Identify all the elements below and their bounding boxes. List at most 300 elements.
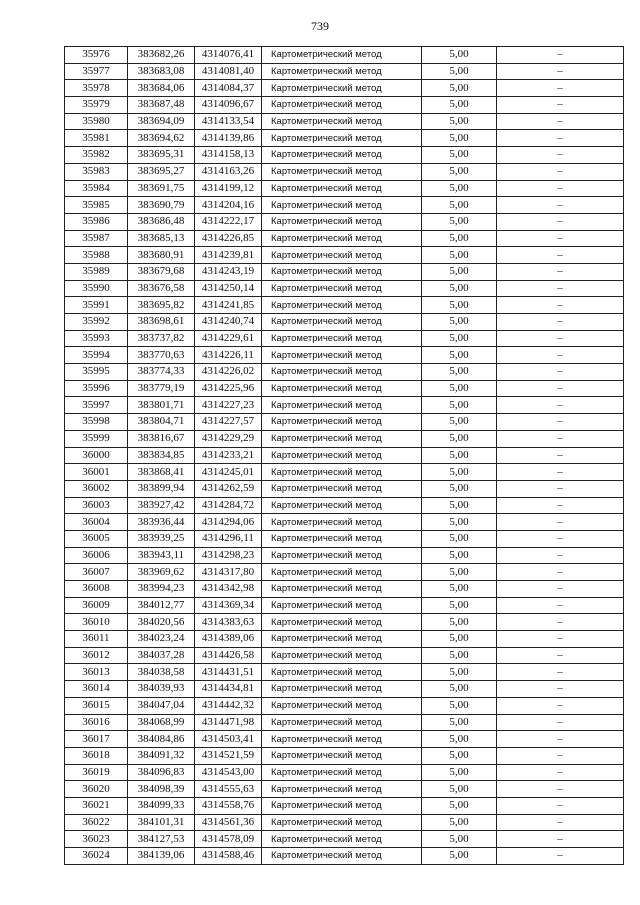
note-cell: – xyxy=(497,380,624,397)
accuracy-cell: 5,00 xyxy=(422,47,497,64)
y-coordinate-cell: 4314227,57 xyxy=(195,414,262,431)
method-cell: Картометрический метод xyxy=(262,163,422,180)
point-number-cell: 35997 xyxy=(65,397,128,414)
method-cell: Картометрический метод xyxy=(262,80,422,97)
point-number-cell: 36017 xyxy=(65,731,128,748)
y-coordinate-cell: 4314561,36 xyxy=(195,814,262,831)
accuracy-cell: 5,00 xyxy=(422,797,497,814)
accuracy-cell: 5,00 xyxy=(422,714,497,731)
method-cell: Картометрический метод xyxy=(262,147,422,164)
x-coordinate-cell: 384084,86 xyxy=(128,731,195,748)
method-cell: Картометрический метод xyxy=(262,564,422,581)
accuracy-cell: 5,00 xyxy=(422,330,497,347)
note-cell: – xyxy=(497,347,624,364)
table-row xyxy=(65,347,624,364)
y-coordinate-cell: 4314233,21 xyxy=(195,447,262,464)
table-row xyxy=(65,247,624,264)
note-cell: – xyxy=(497,814,624,831)
accuracy-cell: 5,00 xyxy=(422,197,497,214)
method-cell: Картометрический метод xyxy=(262,664,422,681)
method-cell: Картометрический метод xyxy=(262,263,422,280)
accuracy-cell: 5,00 xyxy=(422,697,497,714)
y-coordinate-cell: 4314222,17 xyxy=(195,213,262,230)
table-row xyxy=(65,480,624,497)
note-cell: – xyxy=(497,197,624,214)
x-coordinate-cell: 384098,39 xyxy=(128,781,195,798)
x-coordinate-cell: 384139,06 xyxy=(128,848,195,865)
point-number-cell: 35999 xyxy=(65,430,128,447)
point-number-cell: 36024 xyxy=(65,848,128,865)
note-cell: – xyxy=(497,80,624,97)
note-cell: – xyxy=(497,330,624,347)
note-cell: – xyxy=(497,297,624,314)
note-cell: – xyxy=(497,714,624,731)
point-number-cell: 36015 xyxy=(65,697,128,714)
note-cell: – xyxy=(497,230,624,247)
y-coordinate-cell: 4314431,51 xyxy=(195,664,262,681)
x-coordinate-cell: 384127,53 xyxy=(128,831,195,848)
table-row xyxy=(65,747,624,764)
table-row xyxy=(65,814,624,831)
point-number-cell: 35990 xyxy=(65,280,128,297)
table-row xyxy=(65,180,624,197)
coordinates-table xyxy=(64,46,624,865)
x-coordinate-cell: 384012,77 xyxy=(128,597,195,614)
x-coordinate-cell: 383834,85 xyxy=(128,447,195,464)
note-cell: – xyxy=(497,397,624,414)
y-coordinate-cell: 4314204,16 xyxy=(195,197,262,214)
point-number-cell: 36020 xyxy=(65,781,128,798)
point-number-cell: 35980 xyxy=(65,113,128,130)
x-coordinate-cell: 384020,56 xyxy=(128,614,195,631)
note-cell: – xyxy=(497,764,624,781)
y-coordinate-cell: 4314294,06 xyxy=(195,514,262,531)
y-coordinate-cell: 4314226,11 xyxy=(195,347,262,364)
y-coordinate-cell: 4314076,41 xyxy=(195,47,262,64)
method-cell: Картометрический метод xyxy=(262,480,422,497)
y-coordinate-cell: 4314229,61 xyxy=(195,330,262,347)
y-coordinate-cell: 4314229,29 xyxy=(195,430,262,447)
table-row xyxy=(65,97,624,114)
note-cell: – xyxy=(497,364,624,381)
y-coordinate-cell: 4314471,98 xyxy=(195,714,262,731)
accuracy-cell: 5,00 xyxy=(422,297,497,314)
y-coordinate-cell: 4314239,81 xyxy=(195,247,262,264)
note-cell: – xyxy=(497,664,624,681)
method-cell: Картометрический метод xyxy=(262,647,422,664)
method-cell: Картометрический метод xyxy=(262,130,422,147)
note-cell: – xyxy=(497,263,624,280)
y-coordinate-cell: 4314240,74 xyxy=(195,314,262,331)
method-cell: Картометрический метод xyxy=(262,464,422,481)
x-coordinate-cell: 383685,13 xyxy=(128,230,195,247)
method-cell: Картометрический метод xyxy=(262,814,422,831)
note-cell: – xyxy=(497,530,624,547)
y-coordinate-cell: 4314139,86 xyxy=(195,130,262,147)
point-number-cell: 36014 xyxy=(65,681,128,698)
y-coordinate-cell: 4314342,98 xyxy=(195,581,262,598)
table-row xyxy=(65,564,624,581)
x-coordinate-cell: 383684,06 xyxy=(128,80,195,97)
x-coordinate-cell: 383801,71 xyxy=(128,397,195,414)
point-number-cell: 35985 xyxy=(65,197,128,214)
accuracy-cell: 5,00 xyxy=(422,163,497,180)
point-number-cell: 36007 xyxy=(65,564,128,581)
note-cell: – xyxy=(497,180,624,197)
note-cell: – xyxy=(497,497,624,514)
x-coordinate-cell: 384037,28 xyxy=(128,647,195,664)
y-coordinate-cell: 4314226,02 xyxy=(195,364,262,381)
x-coordinate-cell: 383690,79 xyxy=(128,197,195,214)
accuracy-cell: 5,00 xyxy=(422,147,497,164)
y-coordinate-cell: 4314081,40 xyxy=(195,63,262,80)
y-coordinate-cell: 4314317,80 xyxy=(195,564,262,581)
table-body xyxy=(65,47,624,865)
accuracy-cell: 5,00 xyxy=(422,614,497,631)
y-coordinate-cell: 4314558,76 xyxy=(195,797,262,814)
accuracy-cell: 5,00 xyxy=(422,180,497,197)
accuracy-cell: 5,00 xyxy=(422,63,497,80)
accuracy-cell: 5,00 xyxy=(422,831,497,848)
y-coordinate-cell: 4314262,59 xyxy=(195,480,262,497)
accuracy-cell: 5,00 xyxy=(422,263,497,280)
accuracy-cell: 5,00 xyxy=(422,731,497,748)
table-row xyxy=(65,697,624,714)
accuracy-cell: 5,00 xyxy=(422,631,497,648)
method-cell: Картометрический метод xyxy=(262,631,422,648)
table-row xyxy=(65,113,624,130)
method-cell: Картометрический метод xyxy=(262,230,422,247)
table-row xyxy=(65,280,624,297)
accuracy-cell: 5,00 xyxy=(422,213,497,230)
point-number-cell: 35993 xyxy=(65,330,128,347)
note-cell: – xyxy=(497,47,624,64)
table-row xyxy=(65,797,624,814)
x-coordinate-cell: 383686,48 xyxy=(128,213,195,230)
point-number-cell: 35977 xyxy=(65,63,128,80)
point-number-cell: 36013 xyxy=(65,664,128,681)
y-coordinate-cell: 4314426,58 xyxy=(195,647,262,664)
page-number: 739 xyxy=(311,19,329,33)
method-cell: Картометрический метод xyxy=(262,530,422,547)
x-coordinate-cell: 384038,58 xyxy=(128,664,195,681)
y-coordinate-cell: 4314243,19 xyxy=(195,263,262,280)
method-cell: Картометрический метод xyxy=(262,414,422,431)
table-row xyxy=(65,263,624,280)
accuracy-cell: 5,00 xyxy=(422,397,497,414)
accuracy-cell: 5,00 xyxy=(422,80,497,97)
table-row xyxy=(65,647,624,664)
method-cell: Картометрический метод xyxy=(262,581,422,598)
note-cell: – xyxy=(497,130,624,147)
table-row xyxy=(65,314,624,331)
point-number-cell: 36003 xyxy=(65,497,128,514)
note-cell: – xyxy=(497,797,624,814)
table-row xyxy=(65,197,624,214)
y-coordinate-cell: 4314199,12 xyxy=(195,180,262,197)
x-coordinate-cell: 383969,62 xyxy=(128,564,195,581)
method-cell: Картометрический метод xyxy=(262,697,422,714)
accuracy-cell: 5,00 xyxy=(422,514,497,531)
table-row xyxy=(65,714,624,731)
y-coordinate-cell: 4314245,01 xyxy=(195,464,262,481)
accuracy-cell: 5,00 xyxy=(422,380,497,397)
note-cell: – xyxy=(497,480,624,497)
x-coordinate-cell: 383682,26 xyxy=(128,47,195,64)
table-row xyxy=(65,464,624,481)
point-number-cell: 36002 xyxy=(65,480,128,497)
x-coordinate-cell: 384068,99 xyxy=(128,714,195,731)
note-cell: – xyxy=(497,414,624,431)
y-coordinate-cell: 4314503,41 xyxy=(195,731,262,748)
point-number-cell: 35982 xyxy=(65,147,128,164)
point-number-cell: 36001 xyxy=(65,464,128,481)
accuracy-cell: 5,00 xyxy=(422,781,497,798)
x-coordinate-cell: 383683,08 xyxy=(128,63,195,80)
y-coordinate-cell: 4314133,54 xyxy=(195,113,262,130)
y-coordinate-cell: 4314225,96 xyxy=(195,380,262,397)
y-coordinate-cell: 4314521,59 xyxy=(195,747,262,764)
note-cell: – xyxy=(497,514,624,531)
y-coordinate-cell: 4314296,11 xyxy=(195,530,262,547)
note-cell: – xyxy=(497,163,624,180)
note-cell: – xyxy=(497,447,624,464)
accuracy-cell: 5,00 xyxy=(422,280,497,297)
y-coordinate-cell: 4314298,23 xyxy=(195,547,262,564)
accuracy-cell: 5,00 xyxy=(422,530,497,547)
x-coordinate-cell: 383804,71 xyxy=(128,414,195,431)
table-row xyxy=(65,848,624,865)
table-row xyxy=(65,547,624,564)
method-cell: Картометрический метод xyxy=(262,47,422,64)
point-number-cell: 35994 xyxy=(65,347,128,364)
accuracy-cell: 5,00 xyxy=(422,764,497,781)
accuracy-cell: 5,00 xyxy=(422,430,497,447)
point-number-cell: 36008 xyxy=(65,581,128,598)
point-number-cell: 36000 xyxy=(65,447,128,464)
note-cell: – xyxy=(497,564,624,581)
table-row xyxy=(65,831,624,848)
note-cell: – xyxy=(497,831,624,848)
method-cell: Картометрический метод xyxy=(262,180,422,197)
accuracy-cell: 5,00 xyxy=(422,230,497,247)
point-number-cell: 36019 xyxy=(65,764,128,781)
accuracy-cell: 5,00 xyxy=(422,747,497,764)
x-coordinate-cell: 383695,31 xyxy=(128,147,195,164)
y-coordinate-cell: 4314284,72 xyxy=(195,497,262,514)
method-cell: Картометрический метод xyxy=(262,831,422,848)
x-coordinate-cell: 383899,94 xyxy=(128,480,195,497)
table-row xyxy=(65,497,624,514)
x-coordinate-cell: 383868,41 xyxy=(128,464,195,481)
y-coordinate-cell: 4314369,34 xyxy=(195,597,262,614)
method-cell: Картометрический метод xyxy=(262,297,422,314)
table-row xyxy=(65,380,624,397)
point-number-cell: 35991 xyxy=(65,297,128,314)
accuracy-cell: 5,00 xyxy=(422,681,497,698)
y-coordinate-cell: 4314084,37 xyxy=(195,80,262,97)
note-cell: – xyxy=(497,631,624,648)
point-number-cell: 36010 xyxy=(65,614,128,631)
method-cell: Картометрический метод xyxy=(262,681,422,698)
accuracy-cell: 5,00 xyxy=(422,97,497,114)
accuracy-cell: 5,00 xyxy=(422,364,497,381)
table-row xyxy=(65,397,624,414)
method-cell: Картометрический метод xyxy=(262,280,422,297)
note-cell: – xyxy=(497,697,624,714)
x-coordinate-cell: 383698,61 xyxy=(128,314,195,331)
table-row xyxy=(65,514,624,531)
note-cell: – xyxy=(497,647,624,664)
note-cell: – xyxy=(497,547,624,564)
table-row xyxy=(65,731,624,748)
note-cell: – xyxy=(497,147,624,164)
table-row xyxy=(65,664,624,681)
x-coordinate-cell: 383943,11 xyxy=(128,547,195,564)
x-coordinate-cell: 383687,48 xyxy=(128,97,195,114)
y-coordinate-cell: 4314241,85 xyxy=(195,297,262,314)
point-number-cell: 35988 xyxy=(65,247,128,264)
accuracy-cell: 5,00 xyxy=(422,664,497,681)
y-coordinate-cell: 4314588,46 xyxy=(195,848,262,865)
y-coordinate-cell: 4314227,23 xyxy=(195,397,262,414)
point-number-cell: 35987 xyxy=(65,230,128,247)
x-coordinate-cell: 383737,82 xyxy=(128,330,195,347)
x-coordinate-cell: 383939,25 xyxy=(128,530,195,547)
point-number-cell: 35984 xyxy=(65,180,128,197)
point-number-cell: 35995 xyxy=(65,364,128,381)
x-coordinate-cell: 384091,32 xyxy=(128,747,195,764)
method-cell: Картометрический метод xyxy=(262,380,422,397)
point-number-cell: 35979 xyxy=(65,97,128,114)
accuracy-cell: 5,00 xyxy=(422,597,497,614)
accuracy-cell: 5,00 xyxy=(422,848,497,865)
accuracy-cell: 5,00 xyxy=(422,581,497,598)
accuracy-cell: 5,00 xyxy=(422,113,497,130)
point-number-cell: 36006 xyxy=(65,547,128,564)
method-cell: Картометрический метод xyxy=(262,430,422,447)
point-number-cell: 36009 xyxy=(65,597,128,614)
x-coordinate-cell: 384039,93 xyxy=(128,681,195,698)
accuracy-cell: 5,00 xyxy=(422,647,497,664)
y-coordinate-cell: 4314543,00 xyxy=(195,764,262,781)
x-coordinate-cell: 384101,31 xyxy=(128,814,195,831)
method-cell: Картометрический метод xyxy=(262,364,422,381)
accuracy-cell: 5,00 xyxy=(422,497,497,514)
accuracy-cell: 5,00 xyxy=(422,347,497,364)
x-coordinate-cell: 383774,33 xyxy=(128,364,195,381)
x-coordinate-cell: 383695,27 xyxy=(128,163,195,180)
method-cell: Картометрический метод xyxy=(262,63,422,80)
point-number-cell: 36023 xyxy=(65,831,128,848)
point-number-cell: 36021 xyxy=(65,797,128,814)
x-coordinate-cell: 383936,44 xyxy=(128,514,195,531)
point-number-cell: 36018 xyxy=(65,747,128,764)
table-row xyxy=(65,330,624,347)
accuracy-cell: 5,00 xyxy=(422,447,497,464)
method-cell: Картометрический метод xyxy=(262,781,422,798)
point-number-cell: 35978 xyxy=(65,80,128,97)
method-cell: Картометрический метод xyxy=(262,247,422,264)
note-cell: – xyxy=(497,213,624,230)
table-row xyxy=(65,63,624,80)
y-coordinate-cell: 4314578,09 xyxy=(195,831,262,848)
method-cell: Картометрический метод xyxy=(262,514,422,531)
table-row xyxy=(65,163,624,180)
y-coordinate-cell: 4314434,81 xyxy=(195,681,262,698)
accuracy-cell: 5,00 xyxy=(422,564,497,581)
table-row xyxy=(65,597,624,614)
method-cell: Картометрический метод xyxy=(262,797,422,814)
table-row xyxy=(65,80,624,97)
y-coordinate-cell: 4314226,85 xyxy=(195,230,262,247)
method-cell: Картометрический метод xyxy=(262,447,422,464)
method-cell: Картометрический метод xyxy=(262,714,422,731)
method-cell: Картометрический метод xyxy=(262,597,422,614)
table-row xyxy=(65,631,624,648)
method-cell: Картометрический метод xyxy=(262,747,422,764)
note-cell: – xyxy=(497,781,624,798)
table-row xyxy=(65,230,624,247)
y-coordinate-cell: 4314163,26 xyxy=(195,163,262,180)
table-row xyxy=(65,130,624,147)
table-row xyxy=(65,297,624,314)
point-number-cell: 36016 xyxy=(65,714,128,731)
x-coordinate-cell: 383694,62 xyxy=(128,130,195,147)
point-number-cell: 35986 xyxy=(65,213,128,230)
table-row xyxy=(65,447,624,464)
x-coordinate-cell: 384096,83 xyxy=(128,764,195,781)
accuracy-cell: 5,00 xyxy=(422,814,497,831)
x-coordinate-cell: 383816,67 xyxy=(128,430,195,447)
method-cell: Картометрический метод xyxy=(262,97,422,114)
note-cell: – xyxy=(497,747,624,764)
method-cell: Картометрический метод xyxy=(262,113,422,130)
note-cell: – xyxy=(497,464,624,481)
x-coordinate-cell: 383694,09 xyxy=(128,113,195,130)
x-coordinate-cell: 383994,23 xyxy=(128,581,195,598)
x-coordinate-cell: 383779,19 xyxy=(128,380,195,397)
note-cell: – xyxy=(497,113,624,130)
table-row xyxy=(65,530,624,547)
point-number-cell: 35998 xyxy=(65,414,128,431)
note-cell: – xyxy=(497,614,624,631)
x-coordinate-cell: 384047,04 xyxy=(128,697,195,714)
y-coordinate-cell: 4314555,63 xyxy=(195,781,262,798)
table-row xyxy=(65,430,624,447)
method-cell: Картометрический метод xyxy=(262,330,422,347)
note-cell: – xyxy=(497,247,624,264)
method-cell: Картометрический метод xyxy=(262,547,422,564)
accuracy-cell: 5,00 xyxy=(422,414,497,431)
note-cell: – xyxy=(497,280,624,297)
y-coordinate-cell: 4314442,32 xyxy=(195,697,262,714)
x-coordinate-cell: 383676,58 xyxy=(128,280,195,297)
table-row xyxy=(65,681,624,698)
note-cell: – xyxy=(497,581,624,598)
x-coordinate-cell: 383679,68 xyxy=(128,263,195,280)
accuracy-cell: 5,00 xyxy=(422,130,497,147)
table-row xyxy=(65,147,624,164)
x-coordinate-cell: 384099,33 xyxy=(128,797,195,814)
table-row xyxy=(65,581,624,598)
table-row xyxy=(65,781,624,798)
method-cell: Картометрический метод xyxy=(262,197,422,214)
method-cell: Картометрический метод xyxy=(262,347,422,364)
note-cell: – xyxy=(497,848,624,865)
accuracy-cell: 5,00 xyxy=(422,314,497,331)
method-cell: Картометрический метод xyxy=(262,731,422,748)
